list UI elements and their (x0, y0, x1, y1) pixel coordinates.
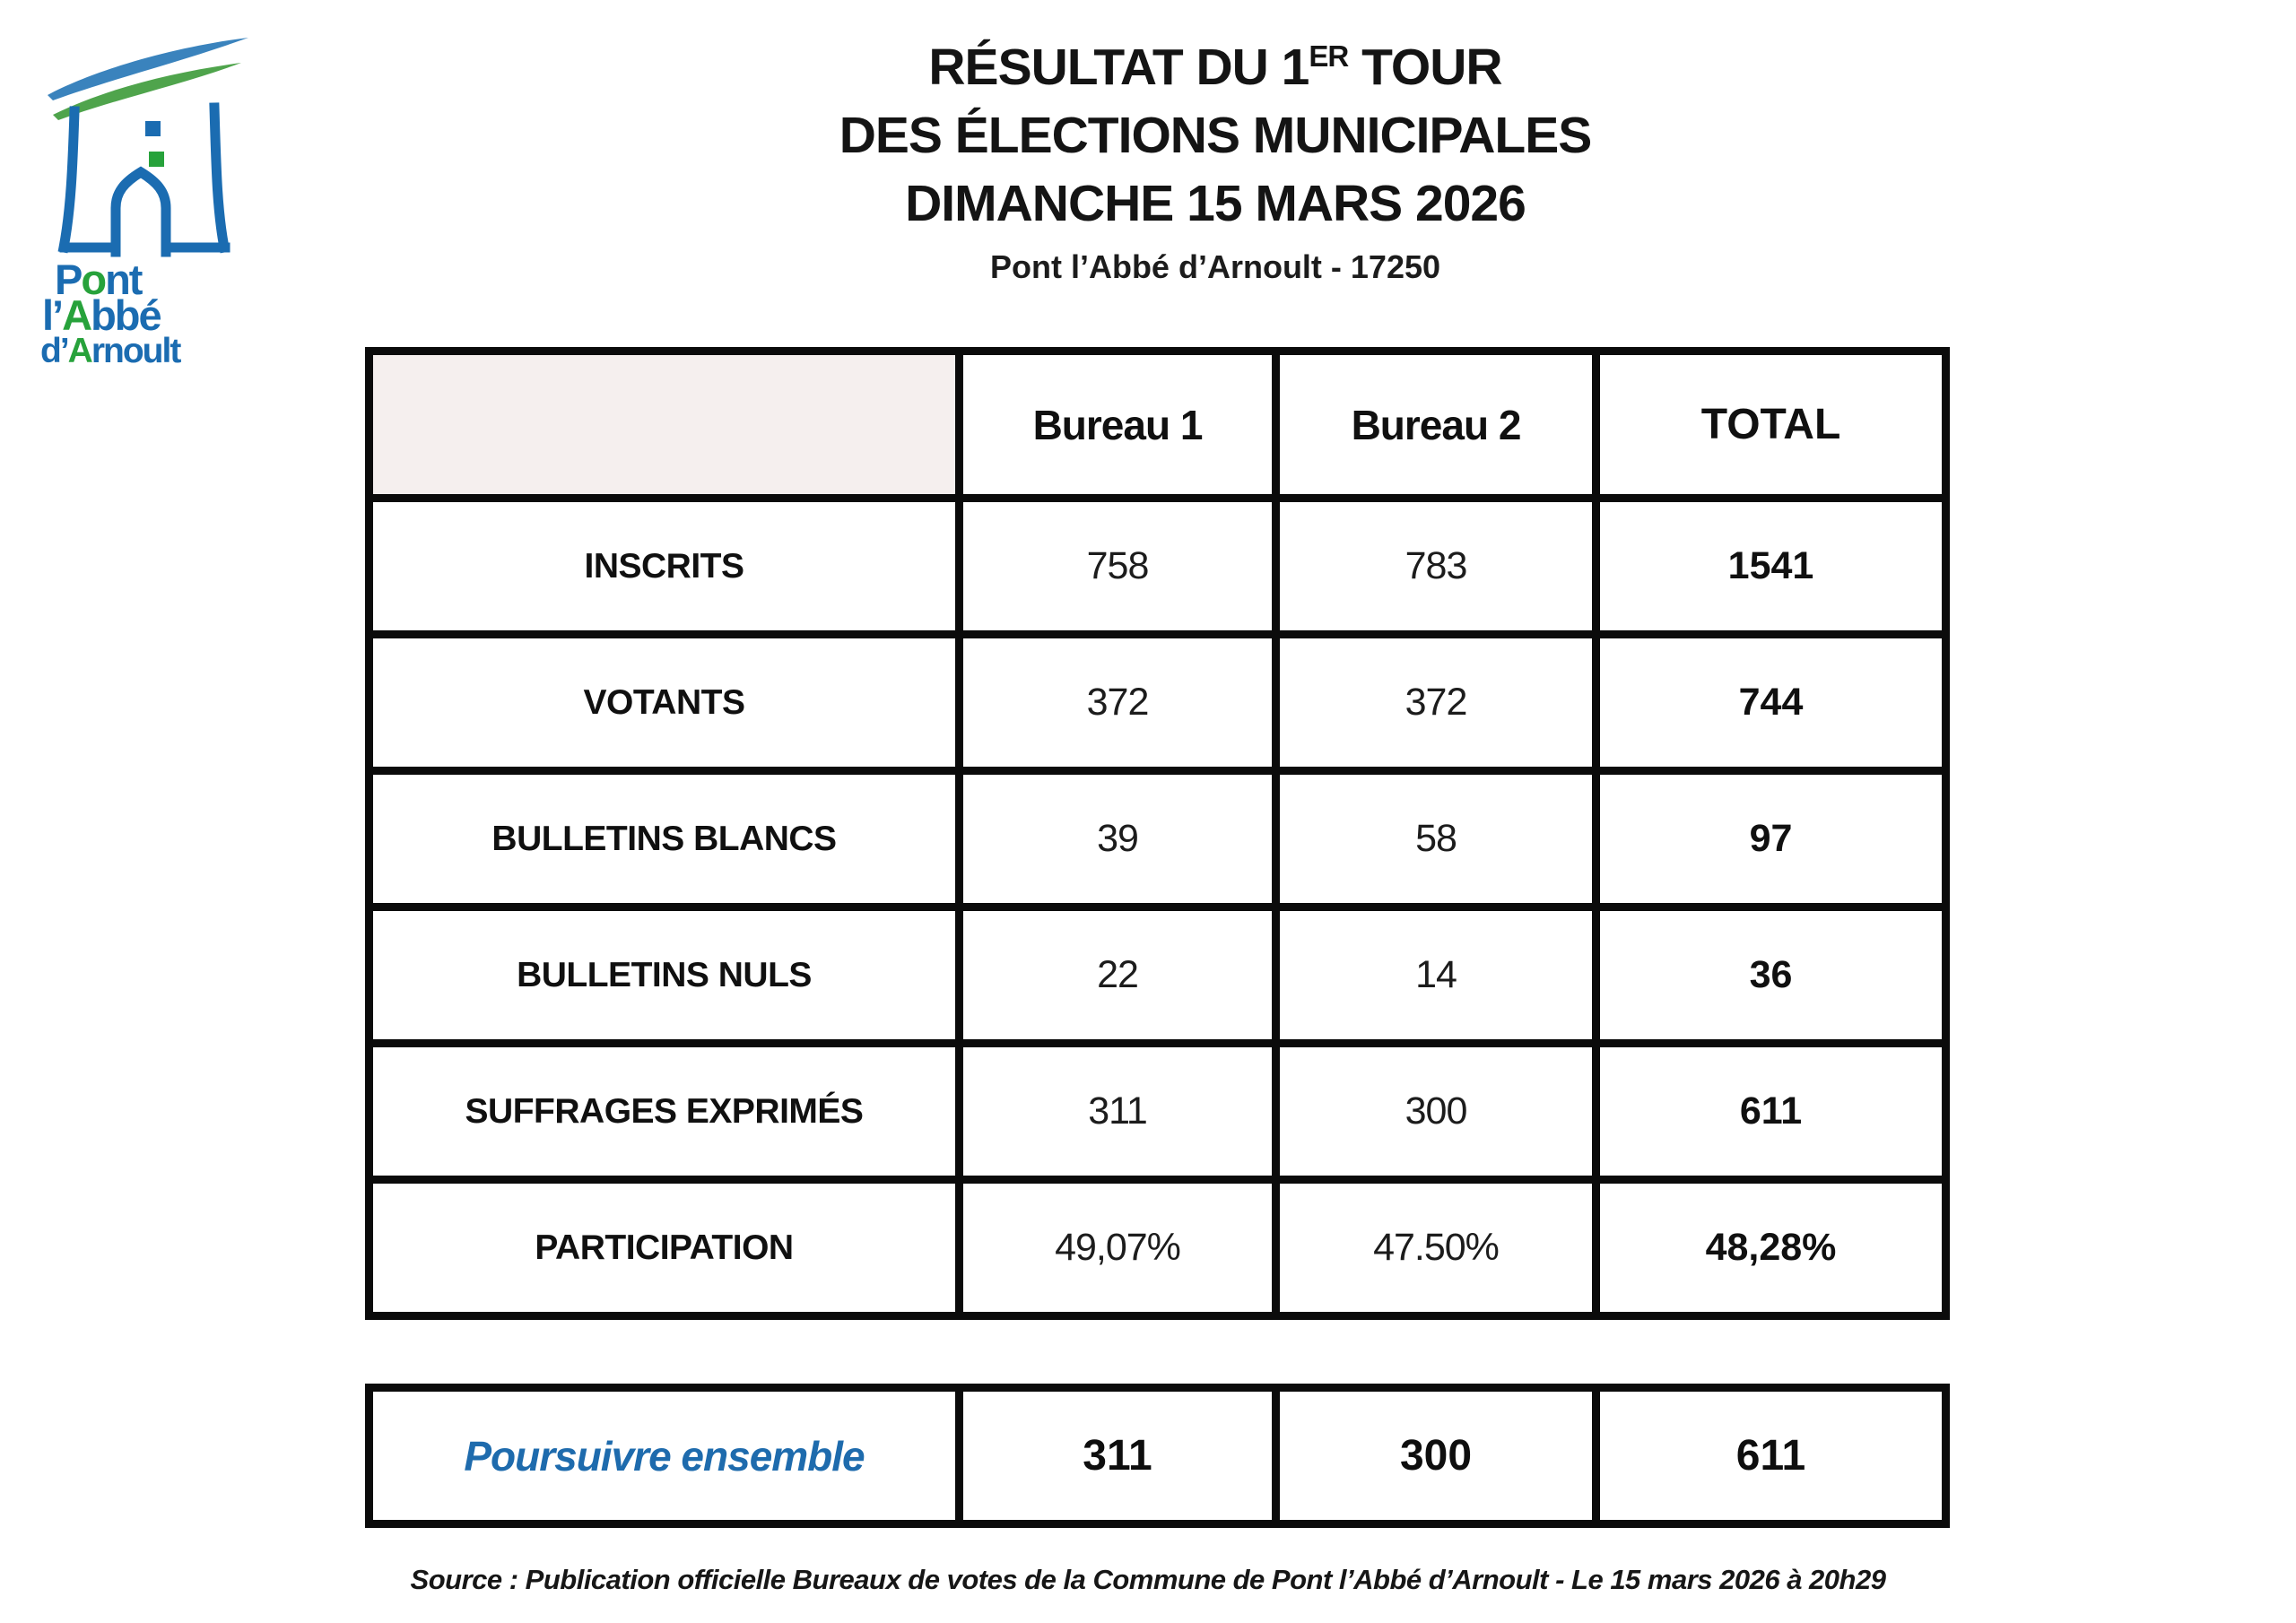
page-title-line1: RÉSULTAT DU 1ER TOUR (928, 39, 1502, 96)
commune-subtitle: Pont l’Abbé d’Arnoult - 17250 (989, 248, 1441, 285)
candidate-total-value: 611 (1596, 1388, 1946, 1524)
page-title-line2: DES ÉLECTIONS MUNICIPALES (839, 107, 1592, 164)
bureau1-value: 311 (960, 1044, 1276, 1180)
logo-text-part: P (55, 256, 82, 303)
row-label: BULLETINS BLANCS (370, 771, 960, 907)
tower-walls (64, 108, 225, 252)
row-label: VOTANTS (370, 635, 960, 771)
window-square-green (149, 152, 164, 167)
title-block (619, 23, 1812, 286)
logo-text-part: nt (105, 256, 142, 303)
bureau1-value: 758 (960, 499, 1276, 635)
table-row-bulletins-nuls (370, 907, 1946, 1044)
total-value: 97 (1596, 771, 1946, 907)
bureau2-value: 14 (1276, 907, 1596, 1044)
logo-text-part: A (67, 332, 91, 370)
logo-text-part: bbé (91, 291, 161, 339)
total-value: 744 (1596, 635, 1946, 771)
tower-logo-icon (40, 32, 291, 267)
table-row-votants (370, 635, 1946, 771)
bureau2-value: 47.50% (1276, 1180, 1596, 1316)
candidate-bureau1-value: 311 (960, 1388, 1276, 1524)
total-value: 48,28% (1596, 1180, 1946, 1316)
commune-logo (40, 32, 300, 418)
logo-text-part: rnoult (91, 332, 180, 370)
row-label: INSCRITS (370, 499, 960, 635)
results-header-row (370, 352, 1946, 499)
table-row-suffrages-exprimes (370, 1044, 1946, 1180)
bureau1-value: 22 (960, 907, 1276, 1044)
bureau1-value: 372 (960, 635, 1276, 771)
table-row-participation (370, 1180, 1946, 1316)
candidate-bureau2-value: 300 (1276, 1388, 1596, 1524)
total-value: 611 (1596, 1044, 1946, 1180)
bureau2-value: 783 (1276, 499, 1596, 635)
logo-wordmark (40, 256, 300, 370)
window-square-blue (145, 121, 161, 136)
logo-text-part: A (62, 291, 91, 339)
logo-text-part: o (81, 256, 106, 303)
table-row-poursuivre-ensemble (370, 1388, 1946, 1524)
row-label: BULLETINS NULS (370, 907, 960, 1044)
bureau2-value: 300 (1276, 1044, 1596, 1180)
row-label: SUFFRAGES EXPRIMÉS (370, 1044, 960, 1180)
col-header-bureau2: Bureau 2 (1276, 352, 1596, 499)
page-title-line3: DIMANCHE 15 MARS 2026 (905, 175, 1526, 232)
total-value: 1541 (1596, 499, 1946, 635)
bureau2-value: 372 (1276, 635, 1596, 771)
table-row-inscrits (370, 499, 1946, 635)
candidate-table (365, 1384, 1950, 1528)
source-note: Source : Publication officielle Bureaux de votes de la Commune de Pont l’Abbé d’Arnoult - Le 15 mars 2026 à 20h29 (410, 1564, 1886, 1595)
col-header-bureau1: Bureau 1 (960, 352, 1276, 499)
results-table (365, 347, 1950, 1320)
logo-text-part: l’ (42, 291, 63, 339)
total-value: 36 (1596, 907, 1946, 1044)
bureau1-value: 39 (960, 771, 1276, 907)
bureau2-value: 58 (1276, 771, 1596, 907)
candidate-name: Poursuivre ensemble (370, 1388, 960, 1524)
logo-text-part: d’ (40, 332, 68, 370)
row-label: PARTICIPATION (370, 1180, 960, 1316)
table-row-bulletins-blancs (370, 771, 1946, 907)
col-header-total: TOTAL (1596, 352, 1946, 499)
corner-cell (370, 352, 960, 499)
bureau1-value: 49,07% (960, 1180, 1276, 1316)
